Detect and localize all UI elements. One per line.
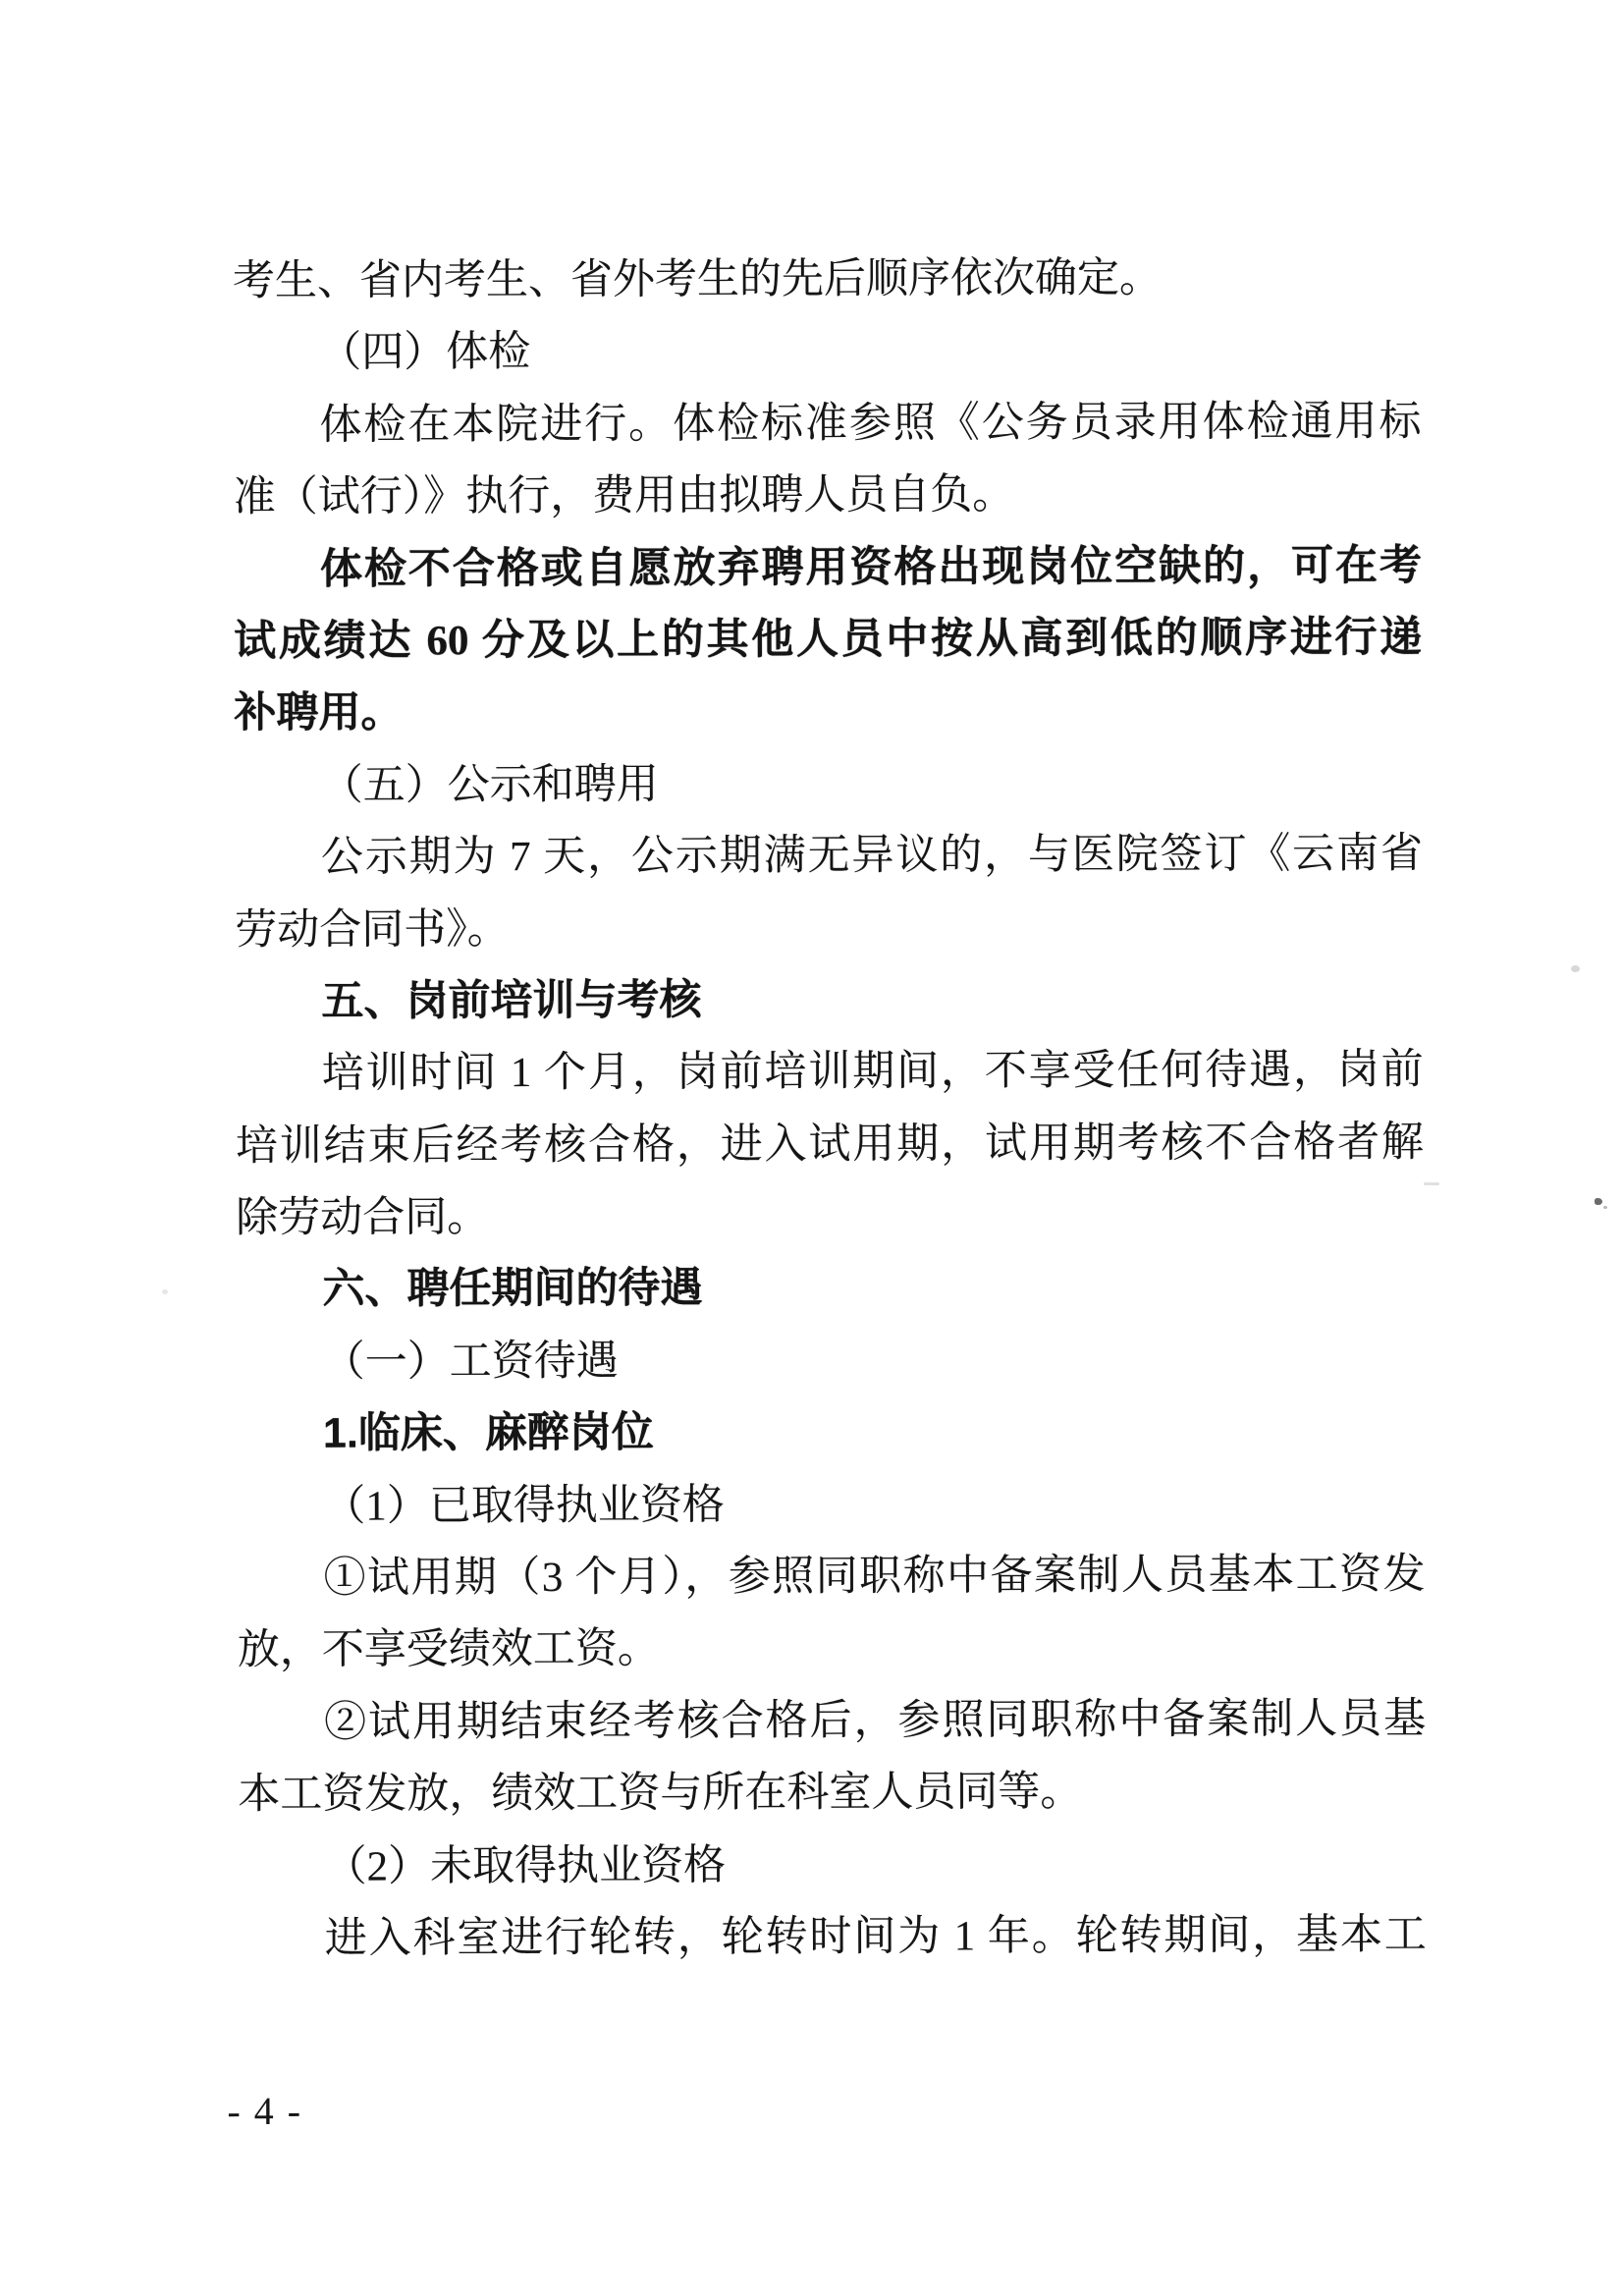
- item-subheading-unqualified: （2）未取得执业资格: [324, 1841, 727, 1890]
- paragraph-line: 本工资发放，绩效工资与所在科室人员同等。: [238, 1769, 1083, 1819]
- scan-speck: [1424, 1182, 1439, 1185]
- section-heading-training: 五、岗前培训与考核: [321, 976, 702, 1025]
- subsection-heading-announcement: （五）公示和聘用: [320, 761, 659, 809]
- scan-speck: [1571, 965, 1580, 972]
- paragraph-line: 培训时间 1 个月，岗前培训期间，不享受任何待遇，岗前: [321, 1047, 1424, 1098]
- text-block: [233, 242, 1427, 1976]
- scan-speck: [1595, 1198, 1602, 1205]
- scan-speck: [162, 1289, 168, 1294]
- bold-paragraph-line: 补聘用。: [234, 689, 404, 738]
- paragraph-line: 培训结束后经考核合格，进入试用期，试用期考核不合格者解: [235, 1119, 1425, 1170]
- bold-paragraph-line: 试成绩达 60 分及以上的其他人员中按从高到低的顺序进行递: [234, 614, 1423, 666]
- paragraph-line: 进入科室进行轮转，轮转时间为 1 年。轮转期间，基本工: [324, 1911, 1427, 1962]
- paragraph-line: 准（试行）》执行，费用由拟聘人员自负。: [233, 471, 1015, 521]
- subsection-heading-physical-exam: （四）体检: [319, 329, 531, 377]
- paragraph-line: 公示期为 7 天，公示期满无异议的，与医院签订《云南省: [320, 830, 1424, 881]
- paragraph-line: 除劳动合同。: [236, 1194, 490, 1242]
- paragraph-line: 体检在本院进行。体检标准参照《公务员录用体检通用标: [319, 398, 1422, 449]
- item-subheading-qualified: （1）已取得执业资格: [323, 1481, 725, 1530]
- page-number: - 4 -: [227, 2088, 303, 2134]
- scan-speck: [1603, 1206, 1607, 1209]
- paragraph-line: 放，不享受绩效工资。: [237, 1625, 660, 1674]
- paragraph-line: 劳动合同书》。: [235, 905, 510, 954]
- continuation-line: 考生、省内考生、省外考生的先后顺序依次确定。: [232, 254, 1162, 305]
- item-heading-clinical-posts: 1.临床、麻醉岗位: [322, 1408, 654, 1457]
- bold-paragraph-line: 体检不合格或自愿放弃聘用资格出现岗位空缺的，可在考: [319, 542, 1423, 593]
- paragraph-line: ①试用期（3 个月），参照同职称中备案制人员基本工资发: [323, 1551, 1426, 1602]
- subsection-heading-salary: （一）工资待遇: [322, 1338, 619, 1386]
- paragraph-line: ②试用期结束经考核合格后，参照同职称中备案制人员基: [323, 1695, 1427, 1746]
- section-heading-benefits: 六、聘任期间的待遇: [322, 1264, 703, 1314]
